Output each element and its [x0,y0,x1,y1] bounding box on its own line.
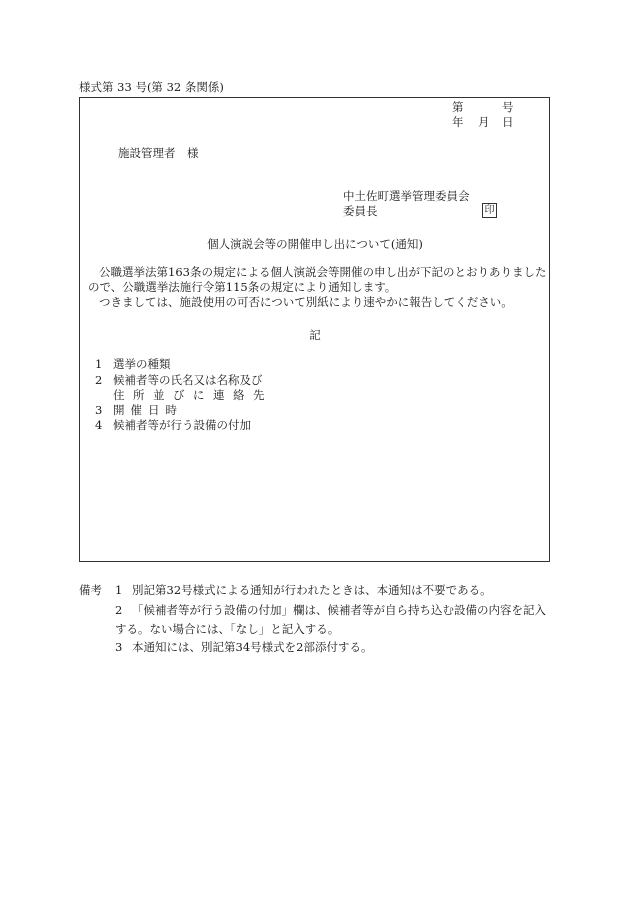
item-number: 3 [95,403,103,417]
item-text-continuation: 住所並びに連絡先 [113,388,273,402]
recipient: 施設管理者 様 [118,146,199,160]
item-text: 候補者等が行う設備の付加 [113,418,251,432]
item-number: 2 [95,373,103,387]
item-number: 1 [95,357,103,371]
item-text: 開催日時 [113,403,183,417]
document-title: 個人演説会等の開催申し出について(通知) [207,237,423,251]
item-text: 選挙の種類 [113,357,171,371]
note-text: 「候補者等が行う設備の付加」欄は、候補者等が自ら持ち込む設備の内容を記入 [132,603,546,617]
note-number: 3 [115,640,123,654]
document-number-suffix: 号 [502,100,514,114]
note-number: 1 [115,583,123,597]
date-year-label: 年 [452,115,464,129]
note-text: 別記第32号様式による通知が行われたときは、本通知は不要である。 [132,583,492,597]
body-paragraph-2: つきましては、施設使用の可否について別紙により速やかに報告してください。 [99,295,513,309]
ki-heading: 記 [309,328,321,342]
item-number: 4 [95,418,103,432]
notes-label: 備考 [79,583,102,597]
document-number-prefix: 第 [452,100,464,114]
date-month-label: 月 [478,115,490,129]
seal-mark: 印 [482,203,497,218]
note-text-continuation: する。ない場合には、「なし」と記入する。 [115,622,340,636]
note-text: 本通知には、別記第34号様式を2部添付する。 [132,640,373,654]
note-number: 2 [115,603,123,617]
form-number-label: 様式第 33 号(第 32 条関係) [79,80,224,94]
body-paragraph-1: 公職選挙法第163条の規定による個人演説会等開催の申し出が下記のとおりありましたので、公職選挙法施行令第115条の規定により通知します。 [88,265,547,294]
date-day-label: 日 [502,115,514,129]
sender-organization: 中土佐町選挙管理委員会 [343,189,470,203]
sender-title: 委員長 [343,204,378,218]
item-text: 候補者等の氏名又は名称及び [113,373,263,387]
